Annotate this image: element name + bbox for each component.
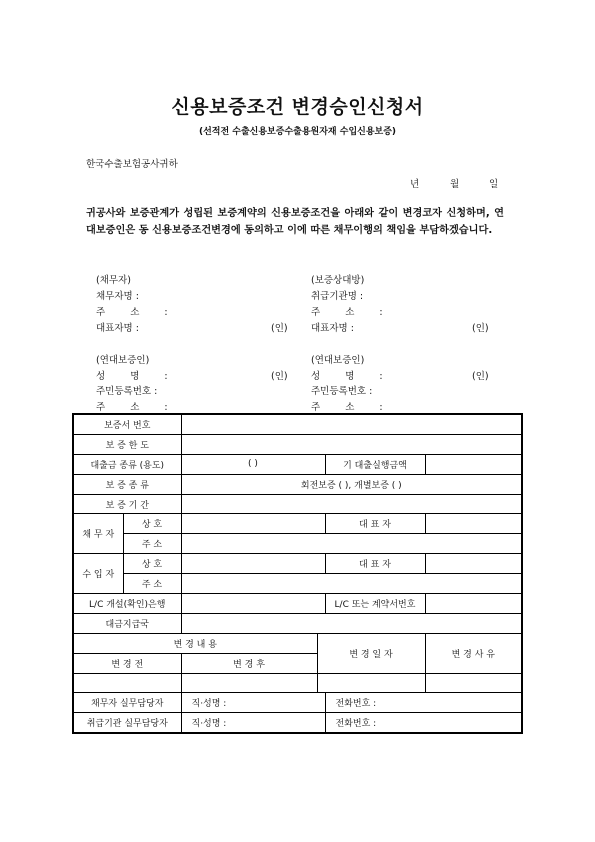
period-label: 보 증 기 간 (73, 494, 181, 514)
agency-staff-phone[interactable]: 전화번호 : (325, 713, 522, 733)
guarantor2-id-label: 주민등록번호 : (311, 386, 373, 397)
importer-address-label-cell: 주 소 (123, 574, 181, 594)
guar-type-label: 보 증 종 류 (73, 474, 181, 494)
payment-country-label: 대금지급국 (73, 613, 181, 633)
guarantor2-header: (연대보증인) (311, 355, 365, 366)
debtor-staff-label: 채무자 실무담당자 (73, 693, 181, 713)
guarantor2-seal: (인) (472, 371, 489, 382)
change-content-header: 변 경 내 용 (73, 633, 317, 653)
agency-staff-label: 취급기관 실무담당자 (73, 713, 181, 733)
change-after-header: 변 경 후 (181, 653, 317, 673)
lc-bank-field[interactable] (181, 594, 325, 614)
guarantor1-header: (연대보증인) (96, 355, 150, 366)
importer-rep-label-cell: 대 표 자 (325, 554, 425, 574)
loan-exec-field[interactable] (425, 454, 522, 474)
change-date-header: 변 경 일 자 (317, 633, 425, 673)
debtor-address-label-cell: 주 소 (123, 534, 181, 554)
debtor-rep-label: 대표자명 : (96, 323, 139, 334)
importer-address-field[interactable] (181, 574, 522, 594)
application-statement: 귀공사와 보증관계가 성립된 보증계약의 신용보증조건을 아래와 같이 변경코자 신청하며, 연대보증인은 동 신용보증조건변경에 동의하고 이에 따른 채무이행의 책임을 부담하겠습니다. (86, 208, 504, 236)
guarantor1-id-label: 주민등록번호 : (96, 386, 158, 397)
lc-no-label: L/C 또는 계약서번호 (325, 594, 425, 614)
importer-trade-name-label: 상 호 (123, 554, 181, 574)
loan-type-field[interactable]: ( ) (181, 454, 325, 474)
limit-label: 보 증 한 도 (73, 434, 181, 454)
limit-field[interactable] (181, 434, 522, 454)
counterparty-name-label: 취급기관명 : (311, 291, 364, 302)
debtor-header: (채무자) (96, 275, 131, 286)
importer-trade-name-field[interactable] (181, 554, 325, 574)
change-after-field[interactable] (181, 673, 317, 693)
change-reason-field[interactable] (425, 673, 522, 693)
counterparty-header: (보증상대방) (311, 275, 365, 286)
loan-type-label: 대출금 종류 (용도) (73, 454, 181, 474)
guarantor1-address-label: 주 소 : (96, 402, 168, 413)
guarantor1-name-label: 성 명 : (96, 371, 168, 382)
agency-staff-name[interactable]: 직·성명 : (181, 713, 325, 733)
debtor-group-label: 채 무 자 (73, 514, 123, 554)
period-field[interactable] (181, 494, 522, 514)
change-date-field[interactable] (317, 673, 425, 693)
guarantor1-seal: (인) (271, 371, 288, 382)
debtor-name-label: 채무자명 : (96, 291, 139, 302)
payment-country-field[interactable] (181, 613, 522, 633)
counterparty-rep-label: 대표자명 : (311, 323, 354, 334)
importer-rep-field[interactable] (425, 554, 522, 574)
debtor-rep-field[interactable] (425, 514, 522, 534)
guar-type-field[interactable]: 회전보증 ( ), 개별보증 ( ) (181, 474, 522, 494)
date-day: 일 (489, 179, 499, 190)
date-year: 년 (410, 179, 420, 190)
counterparty-seal: (인) (472, 323, 489, 334)
importer-group-label: 수 입 자 (73, 554, 123, 594)
debtor-rep-label-cell: 대 표 자 (325, 514, 425, 534)
debtor-staff-phone[interactable]: 전화번호 : (325, 693, 522, 713)
cert-no-field[interactable] (181, 414, 522, 434)
debtor-trade-name-field[interactable] (181, 514, 325, 534)
counterparty-address-label: 주 소 : (311, 307, 383, 318)
loan-exec-label: 기 대출실행금액 (325, 454, 425, 474)
debtor-trade-name-label: 상 호 (123, 514, 181, 534)
change-reason-header: 변 경 사 유 (425, 633, 522, 673)
guarantor2-address-label: 주 소 : (311, 402, 383, 413)
change-before-header: 변 경 전 (73, 653, 181, 673)
form-title: 신용보증조건 변경승인신청서 (171, 96, 424, 118)
change-before-field[interactable] (73, 673, 181, 693)
guarantor2-name-label: 성 명 : (311, 371, 383, 382)
debtor-staff-name[interactable]: 직·성명 : (181, 693, 325, 713)
debtor-address-field[interactable] (181, 534, 522, 554)
date-month: 월 (450, 179, 460, 190)
debtor-seal: (인) (271, 323, 288, 334)
cert-no-label: 보증서 번호 (73, 414, 181, 434)
debtor-address-label: 주 소 : (96, 307, 168, 318)
recipient: 한국수출보험공사귀하 (86, 159, 178, 170)
lc-bank-label: L/C 개설(확인)은행 (73, 594, 181, 614)
guarantee-change-table (72, 413, 523, 734)
lc-no-field[interactable] (425, 594, 522, 614)
form-subtitle: (선적전 수출신용보증수출용원자재 수입신용보증) (198, 127, 397, 137)
